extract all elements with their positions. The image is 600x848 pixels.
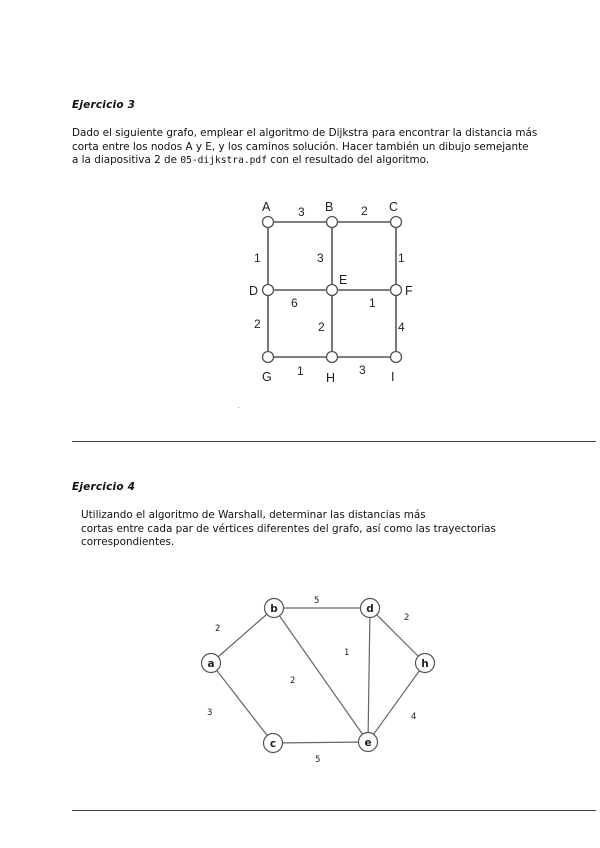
edge-d-e [368,608,370,742]
edge-a-b [211,608,274,663]
label-b: b [270,603,278,615]
weight-b-e: 2 [290,676,296,686]
bottom-divider [72,810,596,811]
edge-e-h [368,663,425,742]
label-G: G [262,370,272,384]
weight-G-H: 1 [297,364,304,378]
label-a: a [207,658,215,670]
label-F: F [405,284,413,298]
weight-c-e: 5 [315,755,321,765]
weight-e-h: 4 [411,712,417,722]
weight-a-b: 2 [215,624,221,634]
label-H: H [326,371,336,385]
weight-d-e: 1 [344,648,350,658]
weight-A-B: 3 [298,205,305,219]
exercise-3-filename: 05-dijkstra.pdf [180,155,267,166]
edge-d-h [370,608,425,663]
exercise-4-heading: Ejercicio 4 [72,481,136,493]
weight-E-F: 1 [369,296,376,310]
exercise-4-line-2: cortas entre cada par de vértices diferentes del grafo, así como las trayectorias [81,522,496,535]
weight-D-G: 2 [254,317,261,331]
exercise-3-line-3-post: con el resultado del algoritmo. [266,154,430,166]
label-d: d [366,603,374,615]
exercise-3-line-1: Dado el siguiente grafo, emplear el algoritmo de Dijkstra para encontrar la distancia más [72,127,538,139]
weight-B-C: 2 [361,204,368,218]
edge-a-c [211,663,273,743]
edge-b-e [274,608,368,742]
weight-H-I: 3 [359,363,366,377]
exercise-4-line-1: Utilizando el algoritmo de Warshall, determinar las distancias más [81,509,426,521]
label-C: C [389,200,399,214]
weight-E-H: 2 [318,320,325,334]
edge-c-e [273,742,368,743]
label-A: A [262,200,271,214]
exercise-3-heading: Ejercicio 3 [72,99,136,111]
label-e: e [364,737,372,749]
weight-b-d: 5 [314,596,320,606]
exercise-4-line-3: correspondientes. [81,536,175,548]
weight-B-E: 3 [317,251,324,265]
weight-a-c: 3 [207,708,213,718]
exercise-3-line-2: corta entre los nodos A y E, y los caminos solución. Hacer también un dibujo semejante [72,140,529,153]
label-D: D [249,284,259,298]
label-B: B [325,200,334,214]
label-I: I [391,370,395,384]
label-h: h [421,658,429,670]
weight-F-I: 4 [398,320,405,334]
weight-A-D: 1 [254,251,261,265]
exercise-3-line-3-pre: a la diapositiva 2 de [72,154,181,166]
weight-d-h: 2 [404,613,410,623]
weight-D-E: 6 [291,296,298,310]
weight-C-F: 1 [398,251,405,265]
label-E: E [339,273,348,287]
label-c: c [269,738,277,750]
